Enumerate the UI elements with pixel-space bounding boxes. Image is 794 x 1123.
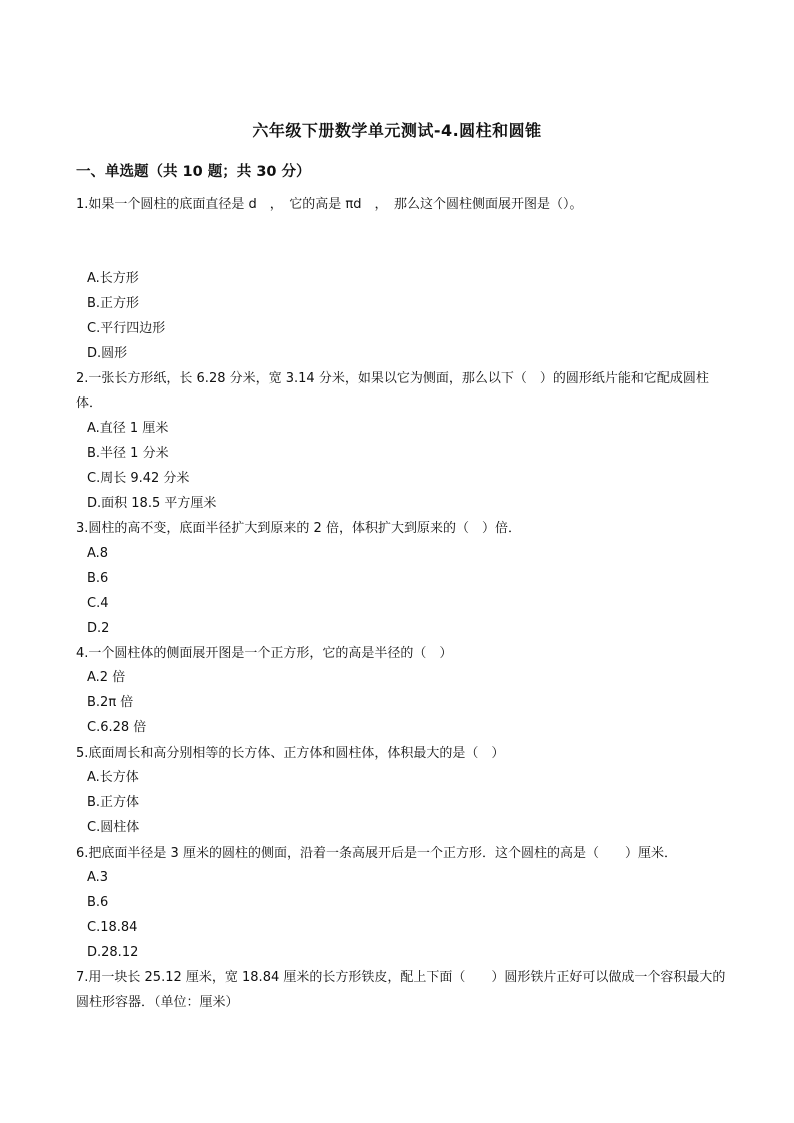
question-6-option-b: B.6 bbox=[87, 895, 109, 910]
question-2-option-d: D.面积 18.5 平方厘米 bbox=[87, 496, 217, 511]
question-3-text: 3.圆柱的高不变，底面半径扩大到原来的 2 倍，体积扩大到原来的（ ）倍． bbox=[76, 521, 521, 536]
question-6-option-a: A.3 bbox=[87, 870, 109, 885]
question-5-option-c: C.圆柱体 bbox=[87, 820, 140, 835]
question-5-option-b: B.正方体 bbox=[87, 795, 140, 810]
question-5-option-a: A.长方体 bbox=[87, 770, 139, 785]
question-4-option-a: A.2 倍 bbox=[87, 670, 126, 685]
question-2-option-c: C.周长 9.42 分米 bbox=[87, 471, 190, 486]
question-3-option-a: A.8 bbox=[87, 546, 109, 561]
question-3-option-c: C.4 bbox=[87, 596, 109, 611]
question-6-option-d: D.28.12 bbox=[87, 945, 139, 960]
question-1-option-d: D.圆形 bbox=[87, 346, 128, 361]
question-2-option-b: B.半径 1 分米 bbox=[87, 446, 169, 461]
question-4-option-b: B.2π 倍 bbox=[87, 695, 134, 710]
question-4-text: 4.一个圆柱体的侧面展开图是一个正方形，它的高是半径的（ ） bbox=[76, 646, 453, 661]
question-1-option-c: C.平行四边形 bbox=[87, 321, 166, 336]
question-1-option-b: B.正方形 bbox=[87, 296, 140, 311]
question-7-text: 7.用一块长 25.12 厘米，宽 18.84 厘米的长方形铁皮，配上下面（ ）圆形铁片正好可以做成一个容积最大的圆柱形容器．（单位：厘米） bbox=[76, 970, 726, 1010]
section-heading: 一、单选题（共 10 题；共 30 分） bbox=[76, 164, 311, 180]
question-6-text: 6.把底面半径是 3 厘米的圆柱的侧面，沿着一条高展开后是一个正方形．这个圆柱的高是（ ）厘米． bbox=[76, 846, 677, 861]
question-2-text: 2.一张长方形纸，长 6.28 分米，宽 3.14 分米，如果以它为侧面，那么以下（ ）的圆形纸片能和它配成圆柱体． bbox=[76, 371, 709, 411]
question-1-text: 1.如果一个圆柱的底面直径是 d ， 它的高是 πd ， 那么这个圆柱侧面展开图是（）。 bbox=[76, 197, 583, 212]
document-title: 六年级下册数学单元测试-4.圆柱和圆锥 bbox=[252, 121, 542, 140]
question-2-option-a: A.直径 1 厘米 bbox=[87, 421, 169, 436]
question-3-option-d: D.2 bbox=[87, 621, 110, 636]
question-6-option-c: C.18.84 bbox=[87, 920, 138, 935]
question-3-option-b: B.6 bbox=[87, 571, 109, 586]
question-4-option-c: C.6.28 倍 bbox=[87, 720, 147, 735]
question-1-option-a: A.长方形 bbox=[87, 271, 139, 286]
question-5-text: 5.底面周长和高分别相等的长方体、正方体和圆柱体，体积最大的是（ ） bbox=[76, 746, 505, 761]
